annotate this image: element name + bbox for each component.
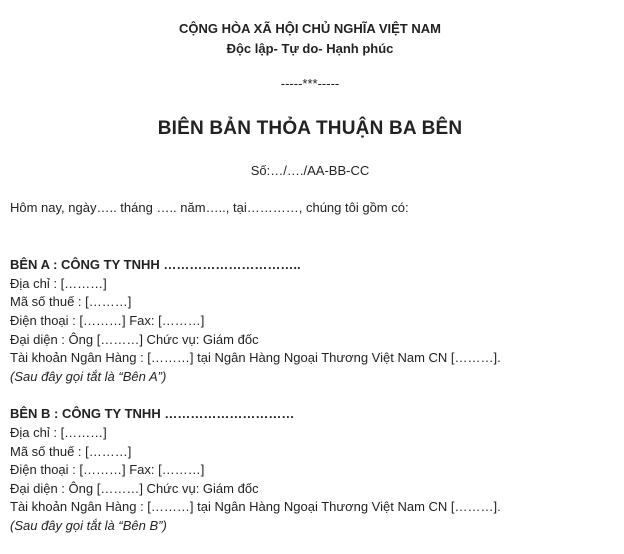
separator: -----***-----: [280, 76, 340, 91]
party-a-phone-fax: Điện thoại : [………] Fax: [………]: [10, 313, 205, 328]
nation-title: CỘNG HÒA XÃ HỘI CHỦ NGHĨA VIỆT NAM: [179, 21, 441, 36]
party-a-representative: Đại diện : Ông [………] Chức vụ: Giám đốc: [10, 332, 259, 347]
party-b-address: Địa chỉ : [………]: [10, 425, 107, 440]
party-b-heading: BÊN B : CÔNG TY TNHH …………………………: [10, 406, 295, 421]
party-a-tax-code: Mã số thuế : [………]: [10, 294, 132, 309]
party-a-alias: (Sau đây gọi tắt là “Bên A”): [10, 369, 167, 384]
party-a-heading: BÊN A : CÔNG TY TNHH …………………………..: [10, 257, 301, 272]
party-b-phone-fax: Điện thoại : [………] Fax: [………]: [10, 462, 205, 477]
party-b-representative: Đại diện : Ông [………] Chức vụ: Giám đốc: [10, 481, 259, 496]
nation-motto: Độc lập- Tự do- Hạnh phúc: [226, 41, 394, 56]
intro-line: Hôm nay, ngày….. tháng ….. năm….., tại…………, chúng tôi gồm có:: [10, 200, 409, 215]
party-b-bank-account: Tài khoản Ngân Hàng : [………] tại Ngân Hàng Ngoại Thương Việt Nam CN [………].: [10, 499, 501, 514]
document-title: BIÊN BẢN THỎA THUẬN BA BÊN: [157, 118, 463, 139]
party-a-bank-account: Tài khoản Ngân Hàng : [………] tại Ngân Hàng Ngoại Thương Việt Nam CN [………].: [10, 350, 501, 365]
document-number: Số:…/…./AA-BB-CC: [250, 163, 370, 178]
party-b-alias: (Sau đây gọi tắt là “Bên B”): [10, 518, 167, 533]
party-a-address: Địa chỉ : [………]: [10, 276, 107, 291]
party-b-tax-code: Mã số thuế : [………]: [10, 444, 132, 459]
